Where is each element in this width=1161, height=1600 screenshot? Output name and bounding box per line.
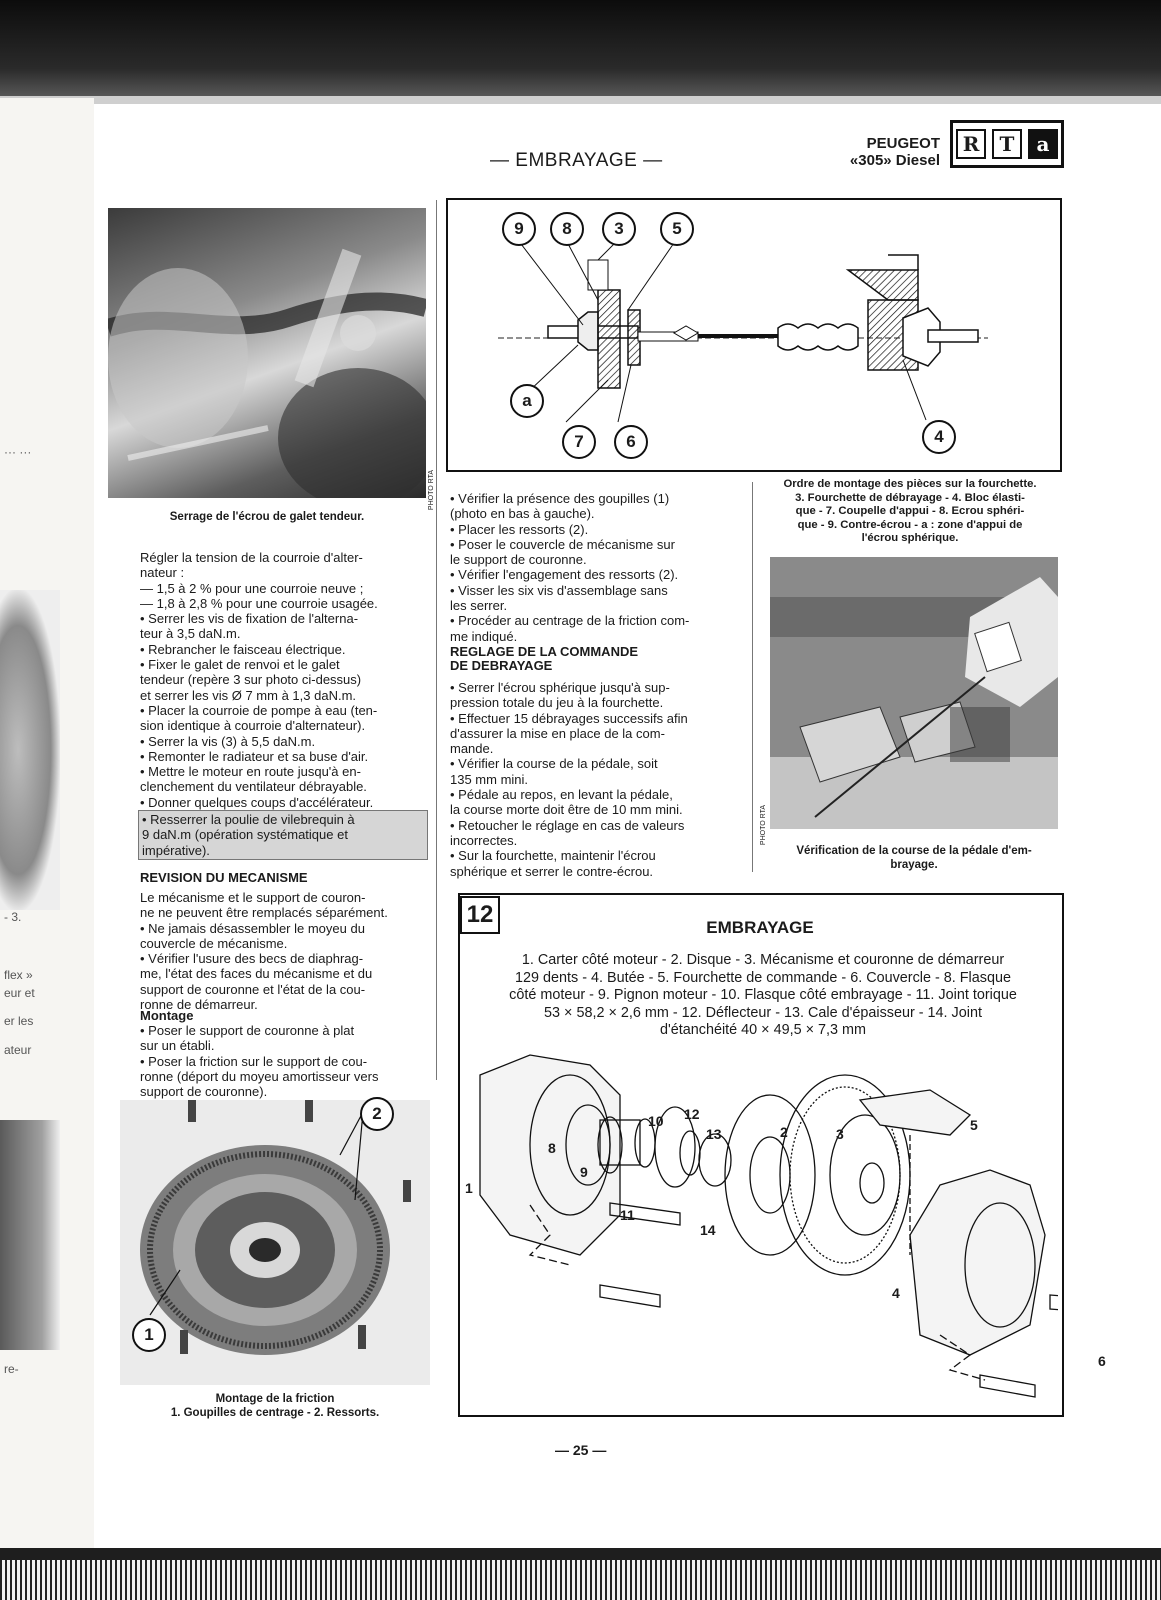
photo-credit: PHOTO RTA bbox=[760, 805, 767, 846]
text-line: • Vérifier la course de la pédale, soit bbox=[450, 756, 658, 772]
callout-3: 3 bbox=[602, 212, 636, 246]
part-label: 4 bbox=[892, 1285, 900, 1301]
part-label: 9 bbox=[580, 1164, 588, 1180]
margin-fragment: - 3. bbox=[4, 910, 22, 924]
text-line: me indiqué. bbox=[450, 628, 518, 644]
callout-a: a bbox=[510, 384, 544, 418]
brand-block bbox=[800, 135, 940, 169]
text-line: support de couronne et l'état de la cou- bbox=[140, 981, 366, 997]
callout-7: 7 bbox=[562, 425, 596, 459]
margin-fragment: ··· ··· bbox=[4, 445, 32, 459]
text-line: et serrer les vis Ø 7 mm à 1,3 daN.m. bbox=[140, 687, 357, 703]
text-line: • Serrer la vis (3) à 5,5 daN.m. bbox=[140, 733, 316, 749]
callout-2: 2 bbox=[360, 1097, 394, 1131]
legend-line: côté moteur - 9. Pignon moteur - 10. Flasque côté embrayage - 11. Joint torique bbox=[509, 987, 1017, 1003]
callout-9: 9 bbox=[502, 212, 536, 246]
diagram-caption bbox=[762, 478, 1058, 546]
caption-line: Vérification de la course de la pédale d'em- bbox=[796, 845, 1032, 857]
part-label: 2 bbox=[780, 1124, 788, 1140]
section-heading: REVISION DU MECANISME bbox=[140, 870, 308, 885]
highlight-box bbox=[138, 810, 428, 860]
text-line: (photo en bas à gauche). bbox=[450, 506, 595, 522]
caption-line: l'écrou sphérique. bbox=[861, 532, 959, 544]
callout-8: 8 bbox=[550, 212, 584, 246]
margin-fragment: er les bbox=[4, 1014, 34, 1028]
figure-title: EMBRAYAGE bbox=[706, 918, 814, 937]
brand-model: «305» Diesel bbox=[849, 152, 940, 169]
callout-1: 1 bbox=[132, 1318, 166, 1352]
photo-caption bbox=[120, 1392, 430, 1420]
text-line: teur à 3,5 daN.m. bbox=[140, 626, 241, 642]
brand-make: PEUGEOT bbox=[866, 135, 940, 152]
text-line: — 1,8 à 2,8 % pour une courroie usagée. bbox=[140, 595, 378, 611]
part-label: 5 bbox=[970, 1117, 978, 1133]
photo-friction-assembly bbox=[120, 1100, 430, 1385]
text-line: sur un établi. bbox=[140, 1038, 215, 1054]
section-heading bbox=[450, 645, 638, 673]
col2-procedure bbox=[450, 491, 746, 644]
caption-line: 3. Fourchette de débrayage - 4. Bloc élasti- bbox=[795, 491, 1025, 504]
text-line: • Placer les ressorts (2). bbox=[450, 521, 589, 537]
scan-top-border bbox=[0, 0, 1161, 98]
text-line: • Placer la courroie de pompe à eau (ten- bbox=[140, 702, 378, 718]
text-line: clenchement du ventilateur débrayable. bbox=[140, 779, 367, 795]
legend-line: 53 × 58,2 × 2,6 mm - 12. Déflecteur - 13. Cale d'épaisseur - 14. Joint bbox=[544, 1004, 982, 1021]
text-line: • Poser la friction sur le support de cou- bbox=[140, 1053, 368, 1069]
callout-5: 5 bbox=[660, 212, 694, 246]
left-page-photo-fragment-2 bbox=[0, 1120, 60, 1350]
text-line: • Rebrancher le faisceau électrique. bbox=[140, 641, 346, 657]
legend-line: 129 dents - 4. Butée - 5. Fourchette de commande - 6. Couvercle - 8. Flasque bbox=[515, 969, 1011, 986]
text-line: • Poser le couvercle de mécanisme sur bbox=[450, 536, 675, 552]
text-line: • Sur la fourchette, maintenir l'écrou bbox=[450, 848, 656, 864]
part-label: 11 bbox=[620, 1207, 635, 1223]
section-title: — EMBRAYAGE — bbox=[490, 150, 663, 171]
logo-letter: R bbox=[956, 129, 986, 159]
scan-bottom-border bbox=[0, 1548, 1161, 1560]
part-label: 8 bbox=[548, 1140, 556, 1156]
text-line: les serrer. bbox=[450, 598, 508, 614]
text-line: ronne de démarreur. bbox=[140, 997, 258, 1013]
part-label: 3 bbox=[836, 1126, 844, 1142]
text-line: sion identique à courroie d'alternateur). bbox=[140, 718, 366, 734]
text-line: • Visser les six vis d'assemblage sans bbox=[450, 582, 668, 598]
col2-reglage bbox=[450, 680, 746, 879]
text-line: • Remonter le radiateur et sa buse d'air. bbox=[140, 748, 369, 764]
text-line: couvercle de mécanisme. bbox=[140, 935, 288, 951]
caption-line: 1. Goupilles de centrage - 2. Ressorts. bbox=[170, 1407, 380, 1419]
part-label: 12 bbox=[684, 1106, 700, 1122]
text-line: pression totale du jeu à la fourchette. bbox=[450, 695, 664, 711]
callout-6: 6 bbox=[614, 425, 648, 459]
left-page-photo-fragment bbox=[0, 590, 60, 910]
legend-line: d'étanchéité 40 × 49,5 × 7,3 mm bbox=[660, 1022, 866, 1038]
margin-fragment: eur et bbox=[4, 986, 35, 1000]
margin-fragment: re- bbox=[4, 1362, 19, 1376]
photo-belt-tensioner bbox=[108, 208, 426, 498]
text-line: tendeur (repère 3 sur photo ci-dessus) bbox=[140, 672, 362, 688]
text-line: — 1,5 à 2 % pour une courroie neuve ; bbox=[140, 580, 364, 596]
photo-caption: Serrage de l'écrou de galet tendeur. bbox=[169, 511, 365, 523]
text-line: • Effectuer 15 débrayages successifs afin bbox=[450, 710, 688, 726]
part-label: 10 bbox=[648, 1113, 664, 1129]
logo-letter: T bbox=[992, 129, 1022, 159]
part-label: 14 bbox=[700, 1222, 716, 1238]
text-line: • Vérifier l'usure des becs de diaphrag- bbox=[140, 951, 364, 967]
column-divider bbox=[436, 200, 437, 1080]
text-line: support de couronne). bbox=[140, 1084, 268, 1100]
callout-4: 4 bbox=[922, 420, 956, 454]
text-line: • Donner quelques coups d'accélérateur. bbox=[140, 794, 374, 810]
text-line: incorrectes. bbox=[450, 832, 518, 848]
text-line: le support de couronne. bbox=[450, 552, 587, 568]
text-line: Régler la tension de la courroie d'alter- bbox=[140, 550, 363, 565]
col1-revision bbox=[140, 890, 432, 1012]
logo-letter: a bbox=[1028, 129, 1058, 159]
subheading: Montage bbox=[140, 1008, 194, 1023]
caption-line: Montage de la friction bbox=[215, 1393, 335, 1405]
text-line: • Procéder au centrage de la friction com- bbox=[450, 613, 690, 629]
photo-pedal-travel bbox=[770, 557, 1058, 829]
col1-montage bbox=[140, 1023, 432, 1099]
text-line: • Serrer les vis de fixation de l'alterna- bbox=[140, 611, 359, 627]
text-line: sphérique et serrer le contre-écrou. bbox=[450, 863, 654, 879]
col1-procedure bbox=[140, 550, 432, 810]
caption-line: que - 9. Contre-écrou - a : zone d'appui de bbox=[797, 518, 1023, 531]
text-line: • Fixer le galet de renvoi et le galet bbox=[140, 657, 340, 673]
caption-line: Ordre de montage des pièces sur la fourchette. bbox=[783, 478, 1037, 490]
figure-number: 12 bbox=[460, 896, 500, 934]
margin-fragment: ateur bbox=[4, 1043, 32, 1057]
part-label: 1 bbox=[465, 1180, 473, 1196]
exploded-view-drawing bbox=[470, 1035, 1058, 1410]
text-line: me, l'état des faces du mécanisme et du bbox=[140, 966, 373, 982]
text-line: • Ne jamais désassembler le moyeu du bbox=[140, 920, 365, 936]
part-label: 13 bbox=[706, 1126, 722, 1142]
heading-line: REGLAGE DE LA COMMANDE bbox=[450, 644, 639, 659]
text-line: la course morte doit être de 10 mm mini. bbox=[450, 802, 683, 818]
text-line: 135 mm mini. bbox=[450, 771, 529, 787]
page-number: — 25 — bbox=[555, 1442, 607, 1458]
diagram-fork-assembly bbox=[446, 198, 1062, 472]
text-line: ne ne peuvent être remplacés séparément. bbox=[140, 905, 388, 921]
caption-line: brayage. bbox=[890, 859, 938, 871]
text-line: impérative). bbox=[142, 842, 210, 858]
text-line: • Pédale au repos, en levant la pédale, bbox=[450, 787, 673, 803]
text-line: • Vérifier l'engagement des ressorts (2). bbox=[450, 567, 679, 583]
text-line: • Retoucher le réglage en cas de valeurs bbox=[450, 817, 685, 833]
scan-top-band bbox=[0, 96, 1161, 104]
text-line: mande. bbox=[450, 741, 494, 757]
text-line: ronne (déport du moyeu amortisseur vers bbox=[140, 1068, 379, 1084]
heading-line: DE DEBRAYAGE bbox=[450, 658, 553, 673]
text-line: • Poser le support de couronne à plat bbox=[140, 1023, 355, 1038]
text-line: 9 daN.m (opération systématique et bbox=[142, 827, 348, 843]
text-line: • Resserrer la poulie de vilebrequin à bbox=[142, 812, 355, 827]
text-line: • Mettre le moteur en route jusqu'à en- bbox=[140, 764, 361, 780]
margin-fragment: flex » bbox=[4, 968, 33, 982]
legend-line: 1. Carter côté moteur - 2. Disque - 3. Mécanisme et couronne de démarreur bbox=[521, 952, 1005, 968]
column-divider bbox=[752, 482, 753, 872]
text-line: Le mécanisme et le support de couron- bbox=[140, 890, 366, 905]
text-line: • Vérifier la présence des goupilles (1) bbox=[450, 491, 670, 506]
photo-caption bbox=[770, 844, 1058, 872]
figure-legend bbox=[468, 952, 1058, 1040]
text-line: • Serrer l'écrou sphérique jusqu'à sup- bbox=[450, 680, 670, 695]
part-label: 6 bbox=[1098, 1353, 1106, 1369]
text-line: nateur : bbox=[140, 565, 185, 581]
photo-credit: PHOTO RTA bbox=[428, 470, 435, 511]
rta-logo bbox=[950, 120, 1064, 168]
caption-line: que - 7. Coupelle d'appui - 8. Ecrou sphéri- bbox=[795, 505, 1025, 517]
text-line: d'assurer la mise en place de la com- bbox=[450, 725, 665, 741]
scan-bottom-stripes bbox=[0, 1560, 1161, 1600]
